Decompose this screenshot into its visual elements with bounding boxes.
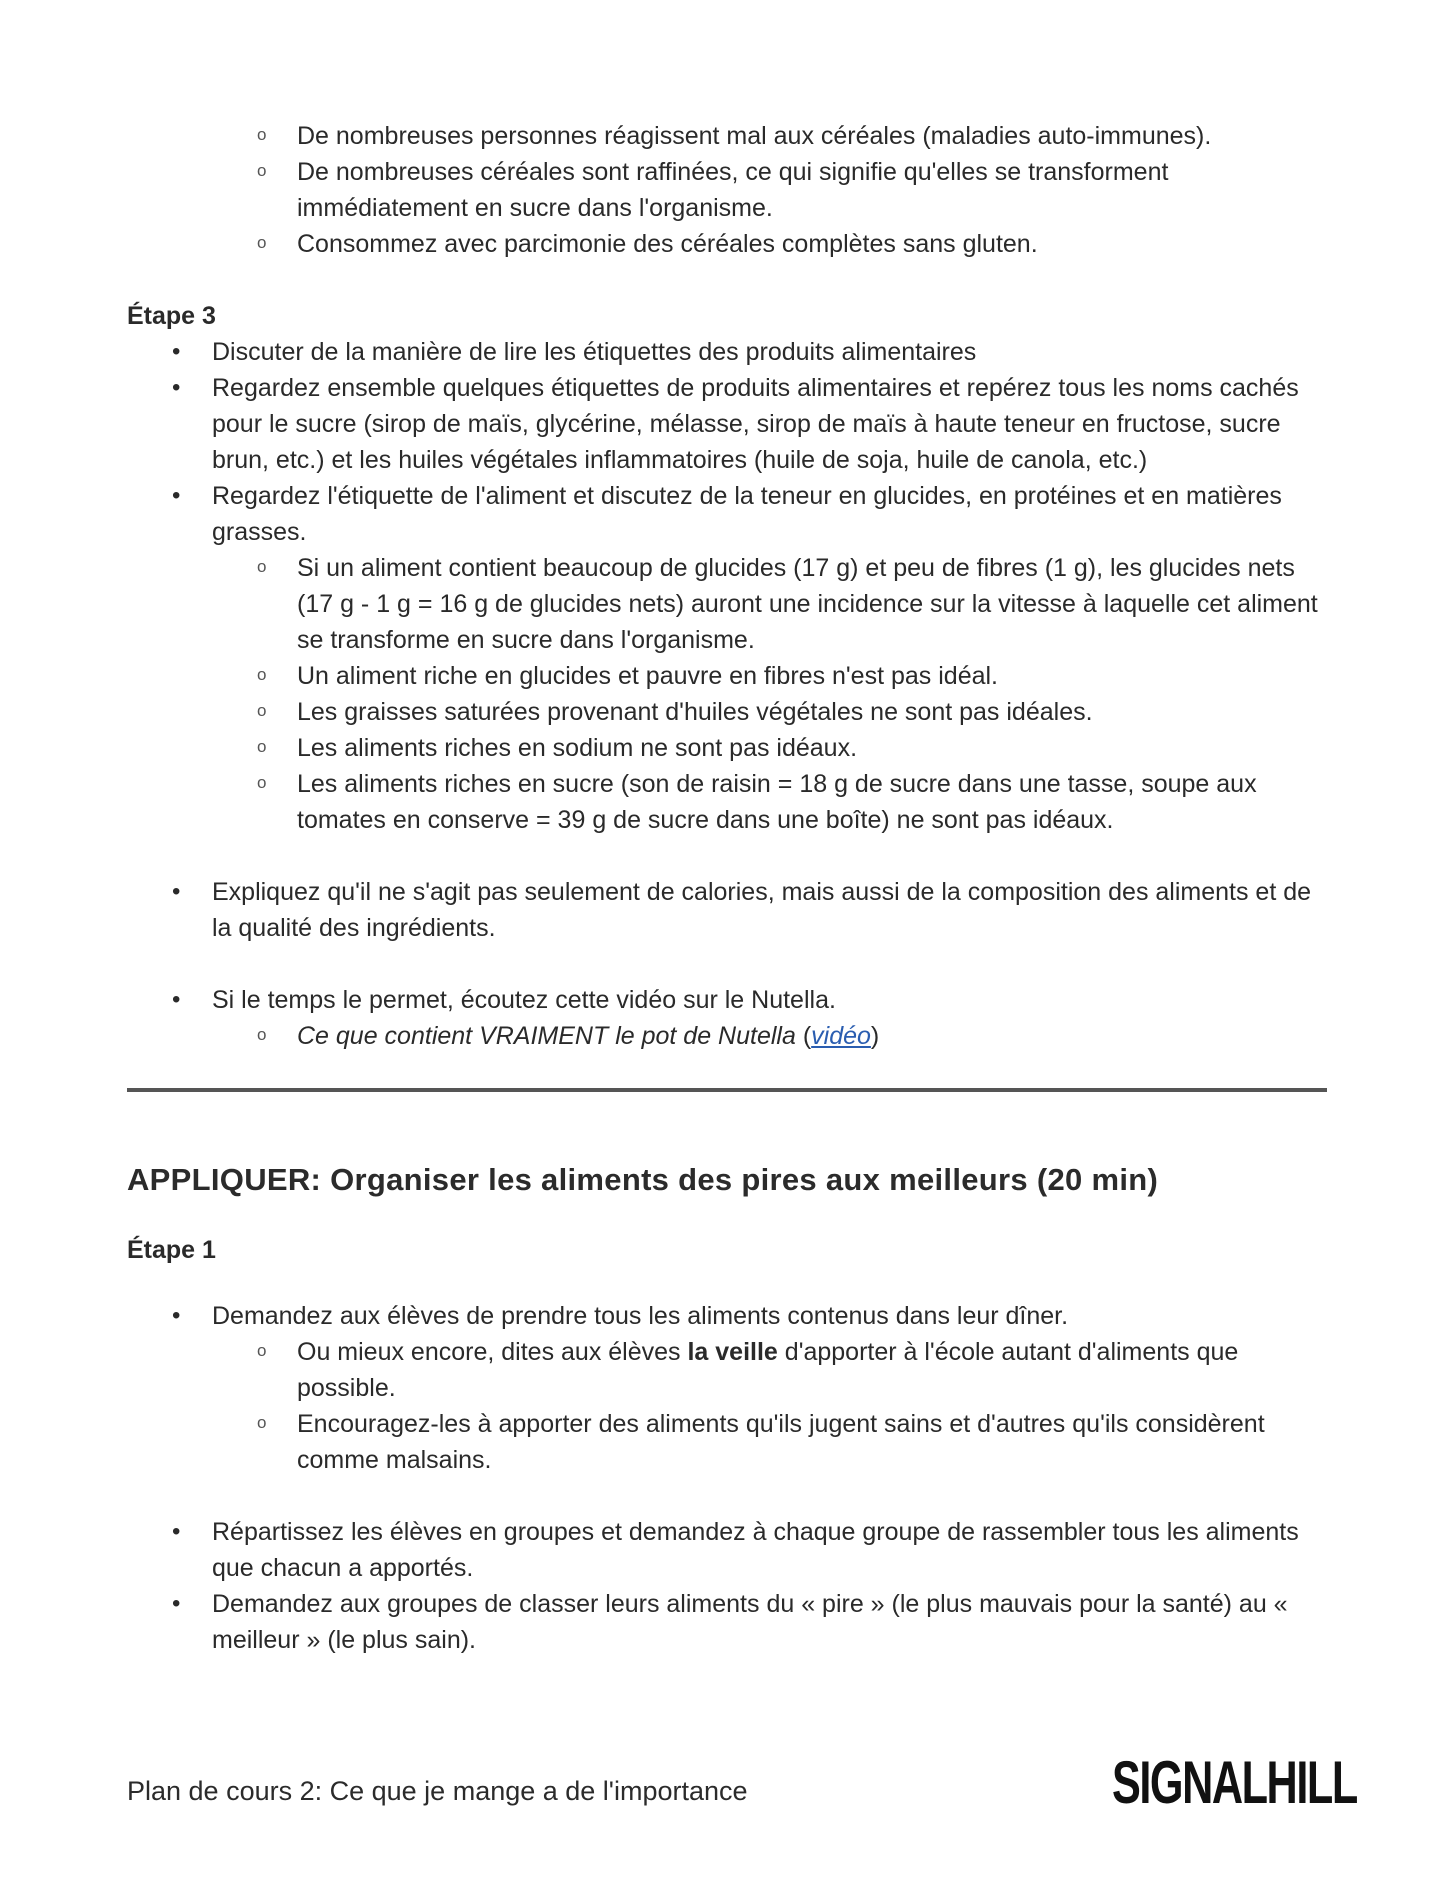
section-divider [127,1088,1327,1092]
step3-list-video [127,982,1327,1054]
document-body [127,118,1327,1658]
step1-heading: Étape 1 [127,1236,216,1264]
list-item: • Demandez aux élèves de prendre tous les aliments contenus dans leur dîner. [127,1298,1327,1334]
top-sub-list [127,118,1327,262]
list-item: o Les aliments riches en sucre (son de raisin = 18 g de sucre dans une tasse, soupe aux tomates en conserve = 39 g de sucre dans une boîte) ne sont pas idéaux. [127,766,1327,838]
apply-list-cont [127,1514,1327,1658]
list-item: o Si un aliment contient beaucoup de glucides (17 g) et peu de fibres (1 g), les glucides nets (17 g - 1 g = 16 g de glucides nets) auront une incidence sur la vitesse à laquelle cet aliment se transforme en sucre dans l'organisme. [127,550,1327,658]
apply-list [127,1298,1327,1478]
video-list-item: o Ce que contient VRAIMENT le pot de Nutella (vidéo) [127,1018,1327,1054]
step3-list [127,334,1327,550]
list-item: o De nombreuses céréales sont raffinées, ce qui signifie qu'elles se transforment immédiatement en sucre dans l'organisme. [127,154,1327,226]
list-item: o De nombreuses personnes réagissent mal aux céréales (maladies auto-immunes). [127,118,1327,154]
list-item: • Regardez l'étiquette de l'aliment et discutez de la teneur en glucides, en protéines et en matières grasses. [127,478,1327,550]
step3-heading: Étape 3 [127,302,216,330]
video-title: Ce que contient VRAIMENT le pot de Nutella [297,1022,796,1050]
signalhill-logo: SIGNALHILL [1112,1749,1357,1816]
list-item: • Regardez ensemble quelques étiquettes de produits alimentaires et repérez tous les noms cachés pour le sucre (sirop de maïs, glycérine, mélasse, sirop de maïs à haute teneur en fructose, sucre brun, etc.) et les huiles végétales inflammatoires (huile de soja, huile de canola, etc.) [127,370,1327,478]
video-link[interactable]: vidéo [811,1022,871,1050]
step3-list-cont [127,874,1327,946]
list-item: • Répartissez les élèves en groupes et demandez à chaque groupe de rassembler tous les aliments que chacun a apportés. [127,1514,1327,1586]
list-item: o Encouragez-les à apporter des aliments qu'ils jugent sains et d'autres qu'ils considèrent comme malsains. [127,1406,1327,1478]
apply-section-title: APPLIQUER: Organiser les aliments des pires aux meilleurs (20 min) [127,1162,1159,1197]
list-item: o Consommez avec parcimonie des céréales complètes sans gluten. [127,226,1327,262]
list-item: • Si le temps le permet, écoutez cette vidéo sur le Nutella. [127,982,1327,1018]
list-item: • Demandez aux groupes de classer leurs aliments du « pire » (le plus mauvais pour la santé) au « meilleur » (le plus sain). [127,1586,1327,1658]
list-item: o Ou mieux encore, dites aux élèves la veille d'apporter à l'école autant d'aliments que possible. [127,1334,1327,1406]
list-item: • Expliquez qu'il ne s'agit pas seulement de calories, mais aussi de la composition des aliments et de la qualité des ingrédients. [127,874,1327,946]
step3-sub-list [127,550,1327,838]
list-item: o Les aliments riches en sodium ne sont pas idéaux. [127,730,1327,766]
list-item: o Les graisses saturées provenant d'huiles végétales ne sont pas idéales. [127,694,1327,730]
footer-title: Plan de cours 2: Ce que je mange a de l'importance [127,1776,748,1806]
list-item: • Discuter de la manière de lire les étiquettes des produits alimentaires [127,334,1327,370]
list-item: o Un aliment riche en glucides et pauvre en fibres n'est pas idéal. [127,658,1327,694]
